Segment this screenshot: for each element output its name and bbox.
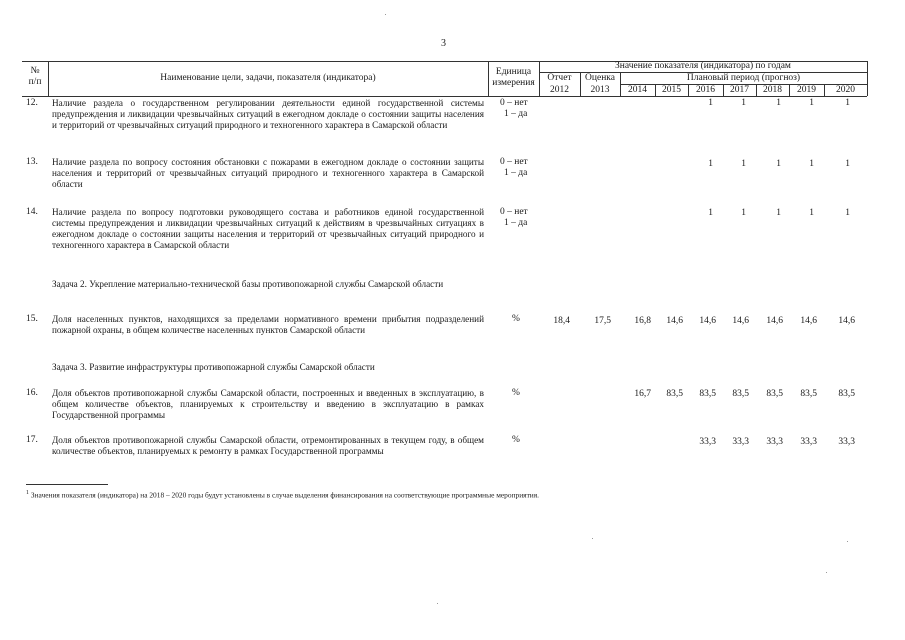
header-year: 2017 <box>730 85 749 95</box>
row-value: 14,6 <box>766 316 783 326</box>
scan-speck <box>592 538 593 539</box>
header-estimate-label: Оценка <box>585 73 615 83</box>
row-unit: % <box>512 435 520 445</box>
row-number: 13. <box>26 157 38 167</box>
header-report-label: Отчет <box>547 73 572 83</box>
row-value: 1 <box>809 98 814 108</box>
row-description: Доля объектов противопожарной службы Самарской области, построенных и введенных в эксплуатацию, в общем количестве объектов, планируемых к строительству и введению в эксплуатацию в рамках Государственной программы <box>52 388 484 420</box>
header-unit-label: Единица измерения <box>492 67 535 88</box>
row-value: 83,5 <box>699 389 716 399</box>
row-value: 33,3 <box>800 437 817 447</box>
row-number: 16. <box>26 388 38 398</box>
row-value: 1 <box>776 98 781 108</box>
footnote-separator <box>26 484 108 485</box>
task-heading: Задача 2. Укрепление материально-технической базы противопожарной службы Самарской области <box>52 279 444 289</box>
header-year: 2019 <box>797 85 816 95</box>
task-heading: Задача 3. Развитие инфраструктуры противопожарной службы Самарской области <box>52 362 375 372</box>
footnote-marker: 1 <box>26 490 29 496</box>
row-value: 14,6 <box>666 316 683 326</box>
scan-speck <box>385 14 386 15</box>
row-unit: 0 – нет <box>500 98 528 108</box>
row-description: Наличие раздела по вопросу состояния обстановки с пожарами в ежегодном докладе о состоянии защиты населения и территорий от чрезвычайных ситуаций природного и техногенного характера в Самарской области <box>52 157 484 189</box>
row-unit: 0 – нет <box>500 207 528 217</box>
footnote <box>26 490 539 499</box>
row-value: 14,6 <box>838 316 855 326</box>
row-value: 1 <box>809 159 814 169</box>
page-number: 3 <box>441 38 446 49</box>
row-unit: 1 – да <box>504 218 528 228</box>
header-bottom-border <box>22 96 867 97</box>
row-value: 1 <box>708 159 713 169</box>
row-description: Доля населенных пунктов, находящихся за пределами нормативного времени прибытия подразделений пожарной охраны, в общем количестве населенных пунктов Самарской области <box>52 314 484 335</box>
header-year: 2013 <box>590 85 610 95</box>
row-unit: 1 – да <box>504 168 528 178</box>
scan-speck <box>847 541 848 542</box>
header-year: 2018 <box>763 85 782 95</box>
row-unit: % <box>512 314 520 324</box>
header-year: 2015 <box>662 85 681 95</box>
row-value: 1 <box>776 159 781 169</box>
header-name-label: Наименование цели, задачи, показателя (индикатора) <box>160 73 376 83</box>
row-unit: % <box>512 388 520 398</box>
row-value: 1 <box>845 159 850 169</box>
row-value: 18,4 <box>553 316 570 326</box>
row-number: 12. <box>26 98 38 108</box>
row-value: 1 <box>845 208 850 218</box>
row-value: 1 <box>845 98 850 108</box>
row-description: Наличие раздела о государственном регулировании деятельности единой государственной системы предупреждения и ликвидации чрезвычайных ситуаций в ежегодном докладе о состоянии защиты населения и территорий от чрезвычайных ситуаций природного и техногенного характера в Самарской области <box>52 98 484 130</box>
row-description: Наличие раздела по вопросу подготовки руководящего состава и работников единой государственной системы предупреждения и ликвидации чрезвычайных ситуаций к действиям в чрезвычайных ситуациях в ежегодном докладе о состоянии защиты населения и территорий от чрезвычайных ситуаций природного и техногенного характера в Самарской области <box>52 207 484 250</box>
row-value: 1 <box>809 208 814 218</box>
footnote-text: Значения показателя (индикатора) на 2018 – 2020 годы будут установлены в случае выделения финансирования на соответствующие программные мероприятия. <box>29 490 540 500</box>
row-value: 83,5 <box>766 389 783 399</box>
header-plan-label: Плановый период (прогноз) <box>686 73 801 83</box>
header-values-label: Значение показателя (индикатора) по годам <box>615 61 791 71</box>
row-value: 1 <box>776 208 781 218</box>
header-year: 2016 <box>696 85 715 95</box>
row-value: 83,5 <box>666 389 683 399</box>
row-value: 1 <box>741 159 746 169</box>
row-value: 33,3 <box>838 437 855 447</box>
row-value: 16,8 <box>634 316 651 326</box>
scan-speck <box>437 603 438 604</box>
row-description: Доля объектов противопожарной службы Самарской области, отремонтированных в текущем году, в общем количестве объектов, планируемых к ремонту в рамках Государственной программы <box>52 435 484 456</box>
row-value: 83,5 <box>838 389 855 399</box>
row-value: 1 <box>741 98 746 108</box>
header-col-divider <box>867 61 868 96</box>
row-value: 14,6 <box>699 316 716 326</box>
row-unit: 1 – да <box>504 109 528 119</box>
row-value: 1 <box>708 208 713 218</box>
row-number: 15. <box>26 314 38 324</box>
row-value: 33,3 <box>766 437 783 447</box>
row-value: 16,7 <box>634 389 651 399</box>
row-number: 17. <box>26 435 38 445</box>
scan-speck <box>826 572 827 573</box>
row-value: 83,5 <box>800 389 817 399</box>
row-value: 1 <box>708 98 713 108</box>
row-value: 83,5 <box>732 389 749 399</box>
row-value: 14,6 <box>732 316 749 326</box>
row-value: 1 <box>741 208 746 218</box>
header-num-label: № п/п <box>28 66 42 87</box>
header-year: 2020 <box>836 85 855 95</box>
row-number: 14. <box>26 207 38 217</box>
row-unit: 0 – нет <box>500 157 528 167</box>
row-value: 33,3 <box>732 437 749 447</box>
header-year: 2012 <box>550 85 569 95</box>
header-year: 2014 <box>628 85 647 95</box>
row-value: 33,3 <box>699 437 716 447</box>
row-value: 14,6 <box>800 316 817 326</box>
row-value: 17,5 <box>594 316 611 326</box>
